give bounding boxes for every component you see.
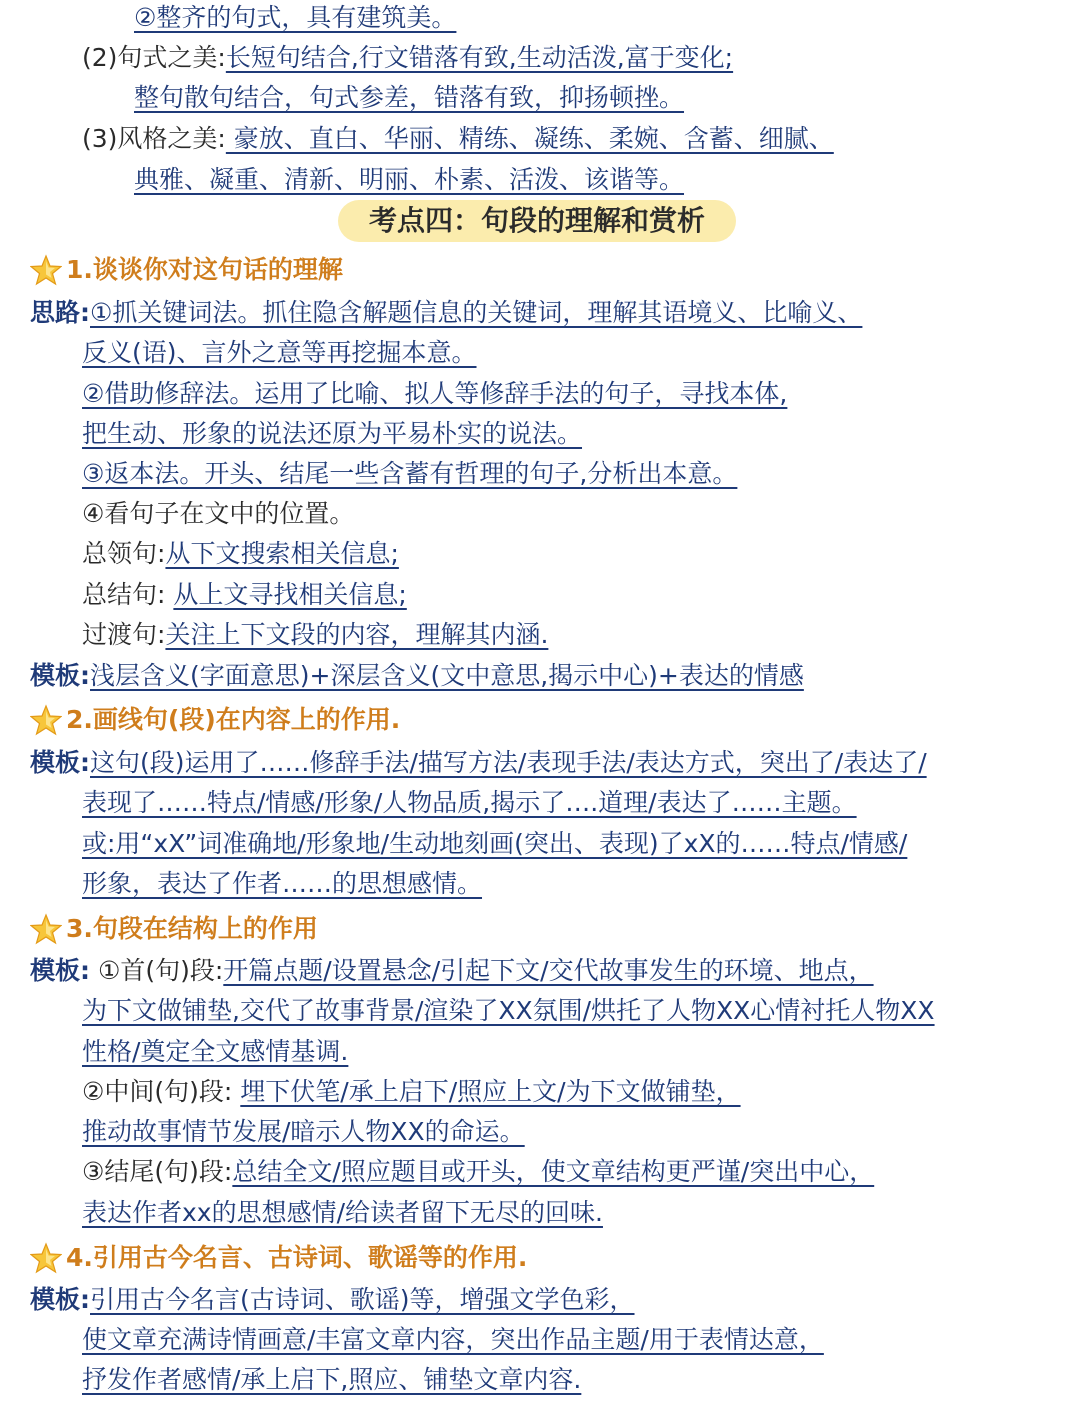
s1-line-5: ③返本法。开头、结尾一些含蓄有哲理的句子,分析出本意。 — [82, 459, 738, 488]
s1-line-6: ④看句子在文中的位置。 — [82, 499, 355, 528]
s3-line-4-text: 埋下伏笔/承上启下/照应上文/为下文做铺垫， — [240, 1077, 741, 1106]
s1-template-text: 浅层含义(字面意思)+深层含义(文中意思,揭示中心)+表达的情感 — [90, 661, 804, 690]
s3-line-4 — [82, 1072, 741, 1112]
s1-line-8 — [82, 575, 407, 615]
s2-line-3: 或:用“xX”词准确地/形象地/生动地刻画(突出、表现)了xX的……特点/情感/ — [82, 829, 908, 858]
star-icon — [30, 704, 62, 736]
s3-line-3: 性格/奠定全文感情基调. — [82, 1037, 349, 1066]
subheading-4-text: 4.引用古今名言、古诗词、歌谣等的作用. — [66, 1243, 528, 1272]
s3-line-1-text: 开篇点题/设置悬念/引起下文/交代故事发生的环境、地点， — [223, 956, 874, 985]
s3-line-6-text: 总结全文/照应题目或开头，使文章结构更严谨/突出中心， — [232, 1157, 875, 1186]
s4-line-3: 抒发作者感情/承上启下,照应、铺垫文章内容. — [82, 1365, 582, 1394]
s1-line-7 — [82, 534, 399, 574]
s3-line-6 — [82, 1152, 874, 1192]
top-line-2-label: (2)句式之美: — [82, 43, 226, 72]
s1-line-9-text: 关注上下文段的内容，理解其内涵. — [165, 620, 549, 649]
s2-line-4: 形象，表达了作者……的思想感情。 — [82, 869, 483, 898]
s2-line-2: 表现了……特点/情感/形象/人物品质,揭示了….道理/表达了……主题。 — [82, 788, 857, 817]
subheading-2 — [30, 700, 400, 740]
s1-line-2: 反义(语)、言外之意等再挖掘本意。 — [82, 338, 477, 367]
s1-line-1 — [30, 293, 862, 333]
s2-line-1-text: 这句(段)运用了……修辞手法/描写方法/表现手法/表达方式，突出了/表达了/ — [90, 748, 927, 777]
s4-line-1-text: 引用古今名言(古诗词、歌谣)等，增强文学色彩， — [90, 1285, 635, 1314]
subheading-4 — [30, 1238, 527, 1278]
top-line-2-text: 长短句结合,行文错落有致,生动活泼,富于变化; — [225, 43, 734, 72]
subheading-3 — [30, 909, 318, 949]
s3-line-6-pre: ③结尾(句)段: — [82, 1157, 233, 1186]
top-line-4 — [82, 119, 834, 159]
s3-line-1 — [30, 951, 874, 991]
subheading-3-text: 3.句段在结构上的作用 — [66, 914, 318, 943]
top-line-2 — [82, 38, 733, 78]
s1-label: 思路: — [30, 298, 90, 327]
s1-line-7-text: 从下文搜索相关信息; — [165, 539, 399, 568]
s3-label: 模板: — [30, 956, 90, 985]
star-icon — [30, 913, 62, 945]
s3-line-1-pre: ①首(句)段: — [90, 956, 224, 985]
s1-line-9 — [82, 615, 548, 655]
s1-template — [30, 656, 804, 696]
s3-line-7: 表达作者xx的思想感情/给读者留下无尽的回味. — [82, 1198, 603, 1227]
s3-line-4-pre: ②中间(句)段: — [82, 1077, 241, 1106]
s1-line-7-label: 总领句: — [82, 539, 166, 568]
top-line-1: ②整齐的句式，具有建筑美。 — [134, 3, 457, 32]
s2-line-1 — [30, 743, 927, 783]
top-line-3: 整句散句结合，句式参差，错落有致，抑扬顿挫。 — [134, 83, 685, 112]
s4-label: 模板: — [30, 1285, 90, 1314]
s1-line-4: 把生动、形象的说法还原为平易朴实的说法。 — [82, 419, 583, 448]
s3-line-2: 为下文做铺垫,交代了故事背景/渲染了XX氛围/烘托了人物XX心情衬托人物XX — [82, 996, 935, 1025]
s1-line-8-label: 总结句: — [82, 580, 174, 609]
subheading-1 — [30, 250, 343, 290]
star-icon — [30, 1242, 62, 1274]
s1-line-3: ②借助修辞法。运用了比喻、拟人等修辞手法的句子，寻找本体, — [82, 379, 788, 408]
top-line-4-text: 豪放、直白、华丽、精练、凝练、柔婉、含蓄、细腻、 — [225, 124, 834, 153]
s1-line-9-label: 过渡句: — [82, 620, 166, 649]
s1-template-label: 模板: — [30, 661, 90, 690]
s1-line-1-text: ①抓关键词法。抓住隐含解题信息的关键词，理解其语境义、比喻义、 — [90, 298, 863, 327]
s2-label: 模板: — [30, 748, 90, 777]
top-line-4-label: (3)风格之美: — [82, 124, 226, 153]
top-line-5: 典雅、凝重、清新、明丽、朴素、活泼、该谐等。 — [134, 165, 685, 194]
star-icon — [30, 254, 62, 286]
subheading-2-text: 2.画线句(段)在内容上的作用. — [66, 705, 401, 734]
s4-line-2: 使文章充满诗情画意/丰富文章内容，突出作品主题/用于表情达意， — [82, 1325, 824, 1354]
subheading-1-text: 1.谈谈你对这句话的理解 — [66, 255, 343, 284]
s3-line-5: 推动故事情节发展/暗示人物XX的命运。 — [82, 1117, 525, 1146]
s1-line-8-text: 从上文寻找相关信息; — [173, 580, 407, 609]
s4-line-1 — [30, 1280, 635, 1320]
section-title: 考点四：句段的理解和赏析 — [338, 200, 736, 242]
